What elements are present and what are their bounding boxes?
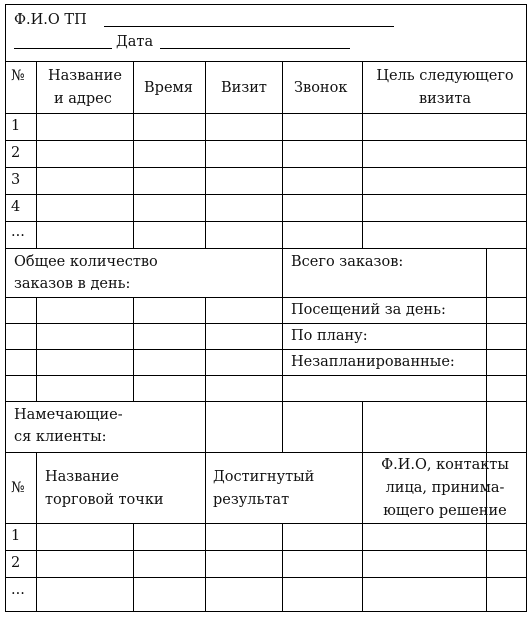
hline [5,523,527,524]
hline [5,194,527,195]
date-field[interactable] [160,48,350,49]
hline [5,61,527,62]
total-orders-label-line1: Общее количество [14,254,158,270]
column-header-number: № [11,480,25,496]
row-number: ... [11,582,25,598]
row-number: 4 [11,199,21,215]
vline [133,297,134,402]
vline [205,297,206,452]
hline [5,323,527,324]
planned-visits-label: По плану: [291,328,368,344]
column-header-number: № [11,68,25,84]
column-header-goal-line1: Цель следующего [376,68,514,84]
total-orders-label-line2: заказов в день: [14,276,131,292]
hline [5,248,527,249]
row-number: 2 [11,145,21,161]
vline [282,523,283,612]
hline [5,297,527,298]
hline [5,221,527,222]
column-header-call: Звонок [294,80,348,96]
row-number: 1 [11,118,21,134]
frame-bottom [5,611,527,612]
column-header-contact-line1: Ф.И.О, контакты [381,457,509,473]
date-prefix-field[interactable] [14,48,112,49]
column-header-contact-line3: ющего решение [383,503,507,519]
row-number: 2 [11,555,21,571]
column-header-outlet-line1: Название [45,469,119,485]
frame-left [5,4,6,612]
hline [5,577,527,578]
column-header-contact-line2: лица, принима- [385,480,505,496]
date-label: Дата [116,34,154,50]
row-number: ... [11,224,25,240]
tp-name-field[interactable] [104,26,394,27]
vline [486,248,487,612]
row-number: 3 [11,172,21,188]
vline [133,61,134,249]
column-header-name-line1: Название [48,68,122,84]
row-number: 1 [11,528,21,544]
column-header-name-line2: и адрес [54,91,112,107]
hline [5,140,527,141]
vline [362,401,363,452]
hline [5,113,527,114]
frame-top [5,4,527,5]
tp-name-label: Ф.И.О ТП [14,12,87,28]
hline [5,349,527,350]
hline [5,452,527,453]
column-header-result-line1: Достигнутый [213,469,315,485]
visits-per-day-label: Посещений за день: [291,302,446,318]
unplanned-visits-label: Незапланированные: [291,354,455,370]
prospective-clients-label-line2: ся клиенты: [14,429,107,445]
vline [205,61,206,249]
vline [36,297,37,402]
prospective-clients-label-line1: Намечающие- [14,407,123,423]
vline [282,61,283,249]
vline [282,248,283,452]
hline [5,401,527,402]
column-header-time: Время [144,80,193,96]
hline [5,375,527,376]
all-orders-label: Всего заказов: [291,254,404,270]
vline [205,452,206,612]
column-header-result-line2: результат [213,492,290,508]
column-header-goal-line2: визита [418,91,472,107]
vline [36,452,37,612]
vline [36,61,37,249]
hline [5,167,527,168]
hline [5,550,527,551]
column-header-visit: Визит [221,80,267,96]
column-header-outlet-line2: торговой точки [45,492,164,508]
vline [133,523,134,612]
